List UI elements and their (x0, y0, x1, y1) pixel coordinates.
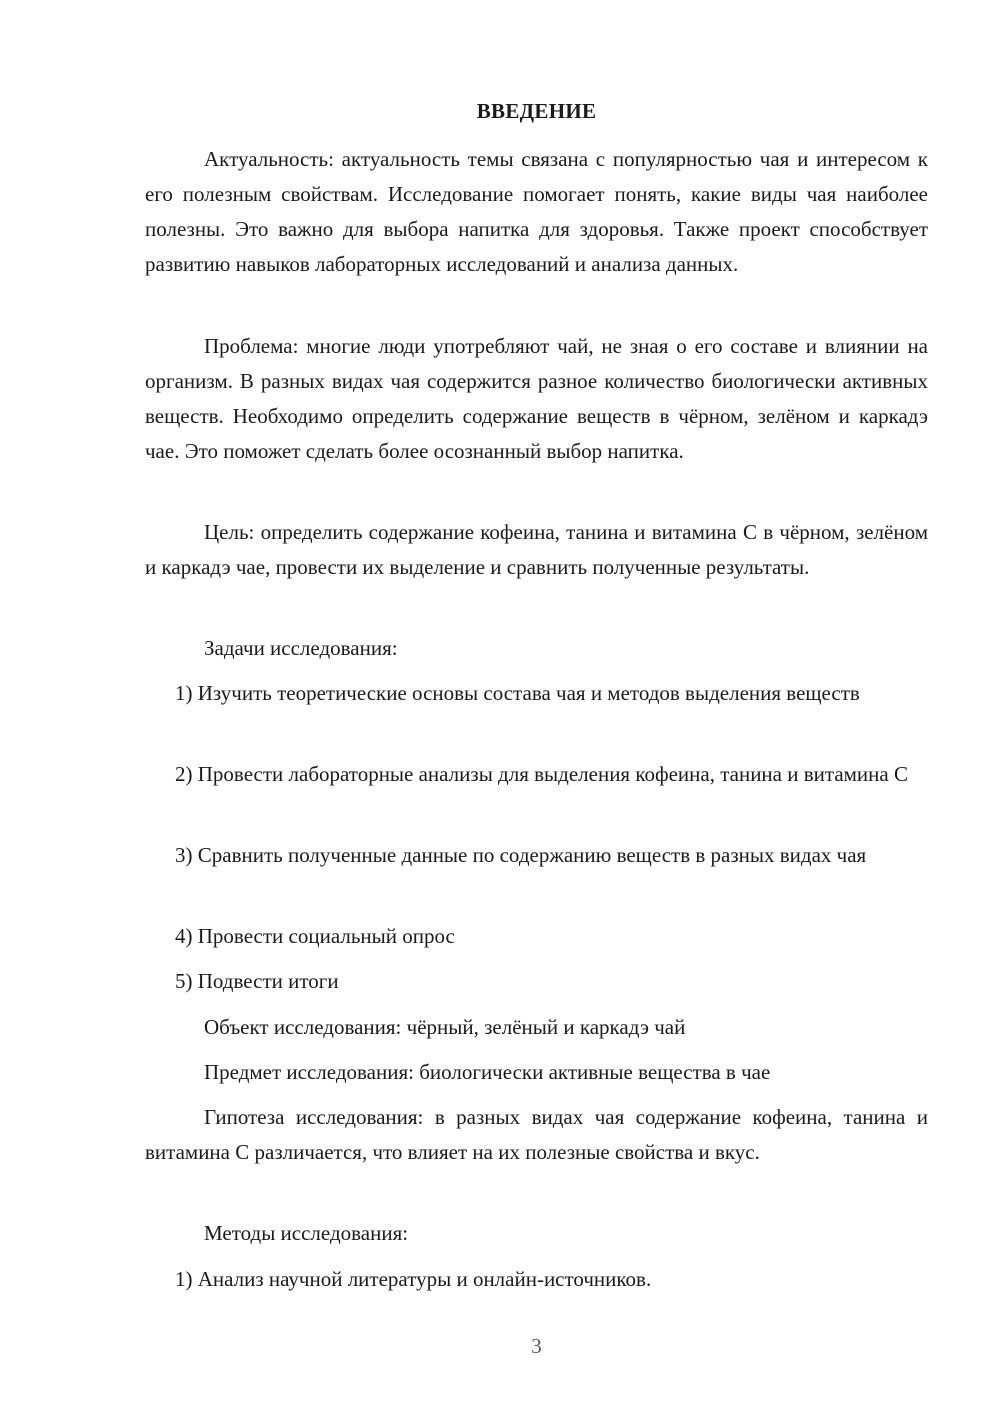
hypothesis-paragraph: Гипотеза исследования: в разных видах чая содержание кофеина, танина и витамина С различается, что влияет на их полезные свойства и вкус. (145, 1105, 928, 1164)
document-page (145, 0, 928, 1414)
relevance-paragraph: Актуальность: актуальность темы связана с популярностью чая и интересом к его полезным свойствам. Исследование помогает понять, какие виды чая наиболее полезны. Это важно для выбора напитка для здоровья. Также проект способствует развитию навыков лабораторных исследований и анализа данных. (145, 147, 928, 276)
task-item-4: 4) Провести социальный опрос (175, 924, 455, 948)
task-item-2: 2) Провести лабораторные анализы для выделения кофеина, танина и витамина С (175, 762, 908, 786)
task-item-3: 3) Сравнить полученные данные по содержанию веществ в разных видах чая (175, 843, 867, 867)
object-line: Объект исследования: чёрный, зелёный и каркадэ чай (204, 1015, 686, 1039)
tasks-heading: Задачи исследования: (204, 636, 398, 660)
section-title: ВВЕДЕНИЕ (476, 99, 597, 123)
task-item-1: 1) Изучить теоретические основы состава чая и методов выделения веществ (175, 681, 860, 705)
methods-heading: Методы исследования: (204, 1221, 409, 1245)
subject-line: Предмет исследования: биологически активные вещества в чае (204, 1060, 771, 1084)
task-item-5: 5) Подвести итоги (175, 969, 339, 993)
problem-paragraph: Проблема: многие люди употребляют чай, не зная о его составе и влиянии на организм. В разных видах чая содержится разное количество биологически активных веществ. Необходимо определить содержание веществ в чёрном, зелёном и каркадэ чае. Это поможет сделать более осознанный выбор напитка. (145, 334, 928, 463)
goal-paragraph: Цель: определить содержание кофеина, танина и витамина С в чёрном, зелёном и каркадэ чае, провести их выделение и сравнить полученные результаты. (145, 520, 928, 579)
page-number: 3 (531, 1334, 542, 1358)
method-item-1: 1) Анализ научной литературы и онлайн-источников. (175, 1267, 652, 1291)
